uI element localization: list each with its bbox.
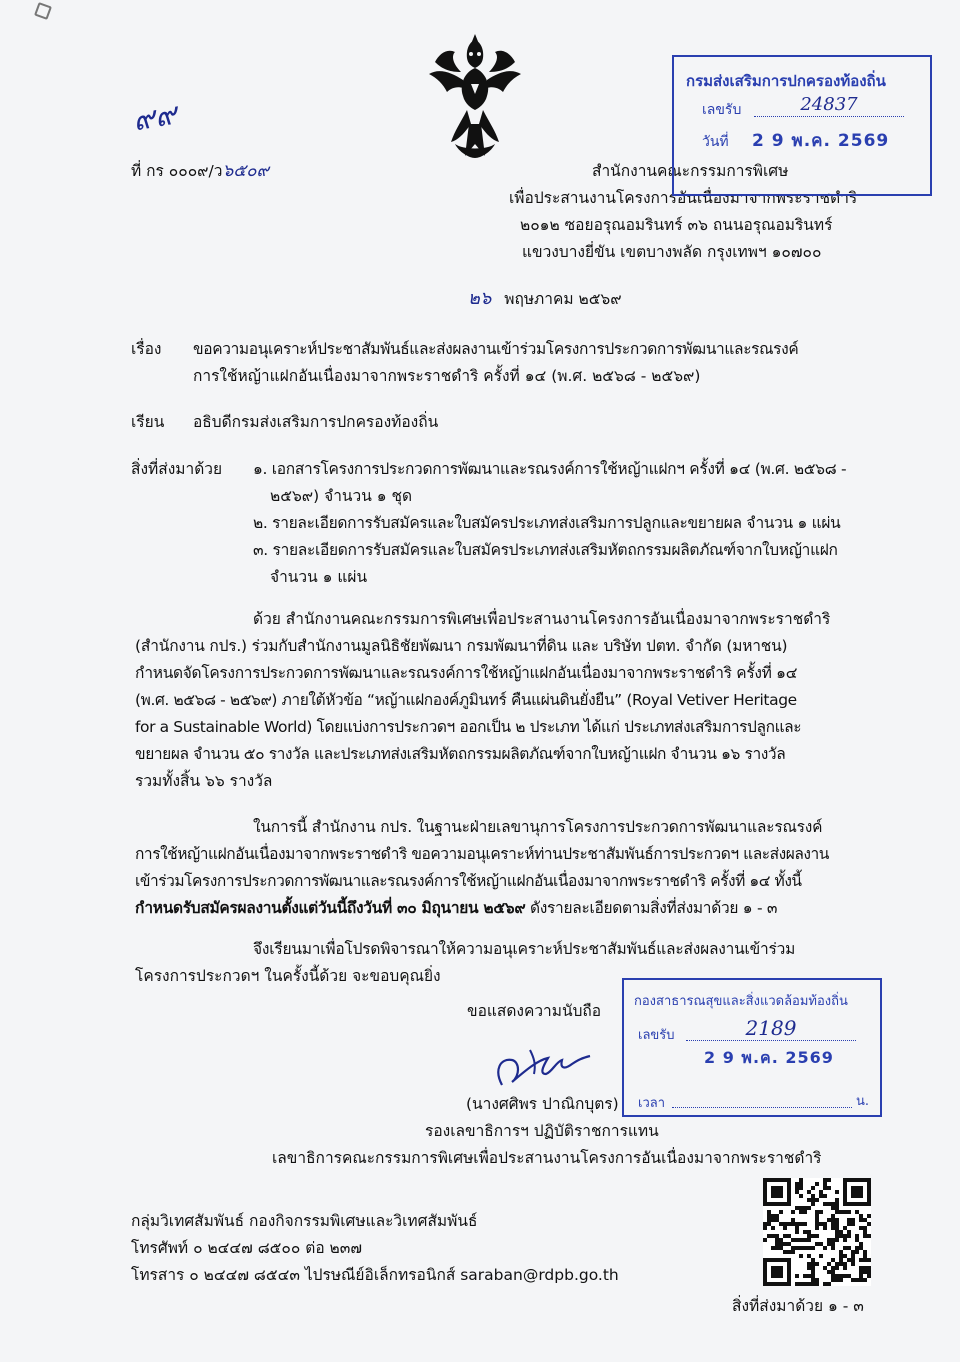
sender-line-2: เพื่อประสานงานโครงการอันเนื่องมาจากพระราชดำริ [509, 189, 858, 207]
signer-name: (นางศศิพร ปาณิกบุตร) [466, 1095, 619, 1113]
stamp-bottom-recv-number: 2189 [686, 1016, 856, 1041]
body-p1-line-3: กำหนดจัดโครงการประกวดการพัฒนาและรณรงค์การใช้หญ้าแฝกอันเนื่องมาจากพระราชดำริ ครั้งที่ ๑๔ [135, 664, 798, 682]
enclosure-item-2-line-1: ๒. รายละเอียดการรับสมัครและใบสมัครประเภทส่งเสริมการปลูกและขยายผล จำนวน ๑ แผ่น [253, 514, 841, 532]
footer-department: กลุ่มวิเทศสัมพันธ์ กองกิจกรรมพิเศษและวิเทศสัมพันธ์ [131, 1212, 478, 1230]
stamp-top-date-label: วันที่ [702, 134, 729, 150]
enclosure-item-1-line-2: ๒๕๖๙) จำนวน ๑ ชุด [270, 487, 413, 505]
body-p2-line-1: ในการนี้ สำนักงาน กปร. ในฐานะฝ่ายเลขานุการโครงการประกวดการพัฒนาและรณรงค์ [253, 818, 823, 836]
body-p2-line-3: เข้าร่วมโครงการประกวดการพัฒนาและรณรงค์การใช้หญ้าแฝกอันเนื่องมาจากพระราชดำริ ครั้งที่ ๑๔ ทั้งนี้ [135, 872, 802, 890]
stamp-top-org: กรมส่งเสริมการปกครองท้องถิ่น [686, 72, 886, 90]
stamp-bottom-date: 2 9 พ.ค. 2569 [704, 1048, 834, 1067]
handwritten-note: ๙๙ [130, 96, 180, 139]
body-p1-line-7: รวมทั้งสิ้น ๖๖ รางวัล [135, 772, 273, 790]
received-stamp-top [672, 55, 932, 196]
qr-code-pattern [763, 1178, 871, 1286]
sender-line-4: แขวงบางยี่ขัน เขตบางพลัด กรุงเทพฯ ๑๐๗๐๐ [522, 243, 822, 261]
staple-mark [34, 2, 52, 20]
stamp-bottom-time-label: เวลา [638, 1096, 666, 1111]
qr-code [763, 1178, 871, 1286]
application-deadline: กำหนดรับสมัครผลงานตั้งแต่วันนี้ถึงวันที่ ๓๐ มิถุนายน ๒๕๖๙ [135, 899, 526, 917]
body-p1-line-1: ด้วย สำนักงานคณะกรรมการพิเศษเพื่อประสานงานโครงการอันเนื่องมาจากพระราชดำริ [253, 610, 831, 628]
stamp-bottom-recv-label: เลขรับ [638, 1028, 675, 1043]
body-p2-line-4 [135, 899, 777, 918]
body-p3-line-1: จึงเรียนมาเพื่อโปรดพิจารณาให้ความอนุเคราะห์ประชาสัมพันธ์และส่งผลงานเข้าร่วม [253, 940, 796, 958]
sender-line-1: สำนักงานคณะกรรมการพิเศษ [592, 162, 789, 180]
body-p2-tail: ดังรายละเอียดตามสิ่งที่ส่งมาด้วย ๑ - ๓ [525, 899, 778, 917]
body-p1-line-2: (สำนักงาน กปร.) ร่วมกับสำนักงานมูลนิธิชัยพัฒนา กรมพัฒนาที่ดิน และ บริษัท ปตท. จำกัด (มหาชน) [135, 637, 788, 655]
body-p1-line-5: for a Sustainable World) โดยแบ่งการประกวดฯ ออกเป็น ๒ ประเภท ได้แก่ ประเภทส่งเสริมการปลูกและ [135, 718, 802, 736]
enclosures-label: สิ่งที่ส่งมาด้วย [131, 460, 223, 478]
body-p1-line-4: (พ.ศ. ๒๕๖๘ - ๒๕๖๙) ภายใต้หัวข้อ “หญ้าแฝกองค์ภูมินทร์ คืนแผ่นดินยั่งยืน” (Royal Vetiver Heritage [135, 691, 797, 709]
to-label: เรียน [131, 413, 165, 431]
garuda-emblem [425, 32, 525, 162]
reference-number [131, 161, 269, 181]
to-recipient: อธิบดีกรมส่งเสริมการปกครองท้องถิ่น [193, 413, 439, 431]
stamp-top-date: 2 9 พ.ค. 2569 [752, 131, 890, 151]
handwritten-signature [490, 1030, 600, 1100]
signer-title-1: รองเลขาธิการฯ ปฏิบัติราชการแทน [425, 1122, 659, 1140]
reference-handwritten-number: ๖๕๐๙ [222, 161, 269, 181]
received-stamp-bottom [622, 978, 882, 1117]
stamp-bottom-org: กองสาธารณสุขและสิ่งแวดล้อมท้องถิ่น [634, 994, 848, 1009]
closing-phrase: ขอแสดงความนับถือ [467, 1002, 602, 1020]
body-p1-line-6: ขยายผล จำนวน ๕๐ รางวัล และประเภทส่งเสริมหัตถกรรมผลิตภัณฑ์จากใบหญ้าแฝก จำนวน ๑๖ รางวัล [135, 745, 786, 763]
sender-line-3: ๒๐๑๒ ซอยอรุณอมรินทร์ ๓๖ ถนนอรุณอมรินทร์ [520, 216, 833, 234]
stamp-bottom-time-suffix: น. [856, 1094, 870, 1109]
subject-line-1: ขอความอนุเคราะห์ประชาสัมพันธ์และส่งผลงานเข้าร่วมโครงการประกวดการพัฒนาและรณรงค์ [193, 340, 799, 358]
subject-label: เรื่อง [131, 340, 162, 358]
reference-prefix: ที่ กร ๐๐๐๙/ว [131, 162, 223, 180]
date-day-handwritten: ๒๖ [468, 288, 492, 309]
body-p2-line-2: การใช้หญ้าแฝกอันเนื่องมาจากพระราชดำริ ขอความอนุเคราะห์ท่านประชาสัมพันธ์การประกวดฯ และส่งผลงาน [135, 845, 829, 863]
enclosure-item-3-line-1: ๓. รายละเอียดการรับสมัครและใบสมัครประเภทส่งเสริมหัตถกรรมผลิตภัณฑ์จากใบหญ้าแฝก [253, 541, 838, 559]
enclosure-item-3-line-2: จำนวน ๑ แผ่น [270, 568, 368, 586]
document-date [468, 288, 622, 310]
subject-line-2: การใช้หญ้าแฝกอันเนื่องมาจากพระราชดำริ ครั้งที่ ๑๔ (พ.ศ. ๒๕๖๘ - ๒๕๖๙) [193, 367, 701, 385]
signer-title-2: เลขาธิการคณะกรรมการพิเศษเพื่อประสานงานโครงการอันเนื่องมาจากพระราชดำริ [272, 1149, 822, 1167]
stamp-top-recv-label: เลขรับ [702, 102, 742, 118]
date-month-year: พฤษภาคม ๒๕๖๙ [504, 290, 622, 308]
stamp-top-recv-number: 24837 [754, 94, 904, 117]
footer-enclosure-note: สิ่งที่ส่งมาด้วย ๑ - ๓ [732, 1297, 864, 1315]
enclosure-item-1-line-1: ๑. เอกสารโครงการประกวดการพัฒนาและรณรงค์การใช้หญ้าแฝกฯ ครั้งที่ ๑๔ (พ.ศ. ๒๕๖๘ - [253, 460, 847, 478]
body-p3-line-2: โครงการประกวดฯ ในครั้งนี้ด้วย จะขอบคุณยิ่ง [135, 967, 441, 985]
stamp-bottom-time-field [672, 1094, 852, 1108]
footer-fax-email: โทรสาร ๐ ๒๔๔๗ ๘๕๔๓ ไปรษณีย์อิเล็กทรอนิกส์ saraban@rdpb.go.th [131, 1266, 619, 1284]
footer-phone: โทรศัพท์ ๐ ๒๔๔๗ ๘๕๐๐ ต่อ ๒๓๗ [131, 1239, 363, 1257]
